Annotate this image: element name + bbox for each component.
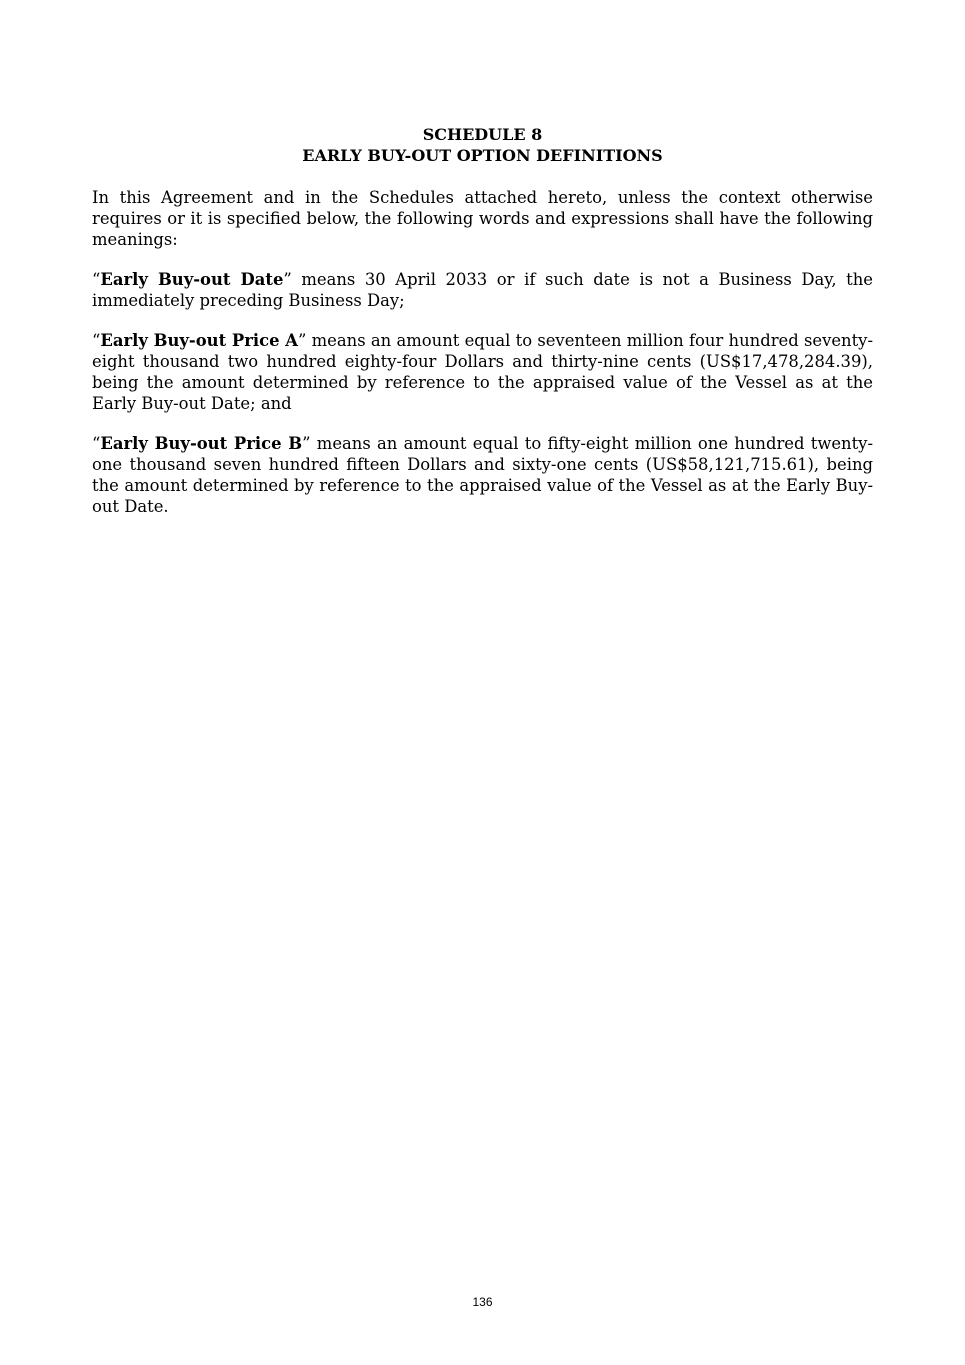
definition-early-buy-out-date [92, 269, 873, 311]
open-quote: “ [92, 331, 101, 350]
close-quote: ” [302, 434, 311, 453]
open-quote: “ [92, 434, 101, 453]
schedule-title: EARLY BUY-OUT OPTION DEFINITIONS [302, 146, 663, 165]
defined-term: Early Buy-out Price B [100, 434, 303, 453]
defined-term: Early Buy-out Date [100, 270, 284, 289]
open-quote: “ [92, 270, 101, 289]
close-quote: ” [297, 331, 307, 350]
close-quote: ” [283, 270, 292, 289]
definition-early-buy-out-price-a [92, 330, 873, 414]
definition-text: means an amount equal to seventeen million four hundred seventy-eight thousand two hundred eighty-four Dollars and thirty-nine cents (US$17,478,284.39), being the amount determined by reference to the appraised value of the Vessel as at the Early Buy-out Date; and [92, 331, 873, 413]
page-number: 136 [472, 1295, 493, 1309]
schedule-heading [92, 124, 873, 166]
defined-term: Early Buy-out Price A [100, 331, 298, 350]
intro-paragraph: In this Agreement and in the Schedules attached hereto, unless the context otherwise requires or it is specified below, the following words and expressions shall have the following meanings: [92, 188, 873, 249]
page-content [92, 124, 873, 536]
definition-text: means an amount equal to fifty-eight million one hundred twenty-one thousand seven hundred fifteen Dollars and sixty-one cents (US$58,121,715.61), being the amount determined by reference to the appraised value of the Vessel as at the Early Buy-out Date. [92, 434, 873, 516]
definition-text: means 30 April 2033 or if such date is not a Business Day, the immediately preceding Business Day; [92, 270, 873, 310]
schedule-number: SCHEDULE 8 [422, 125, 543, 144]
definition-early-buy-out-price-b [92, 433, 873, 517]
